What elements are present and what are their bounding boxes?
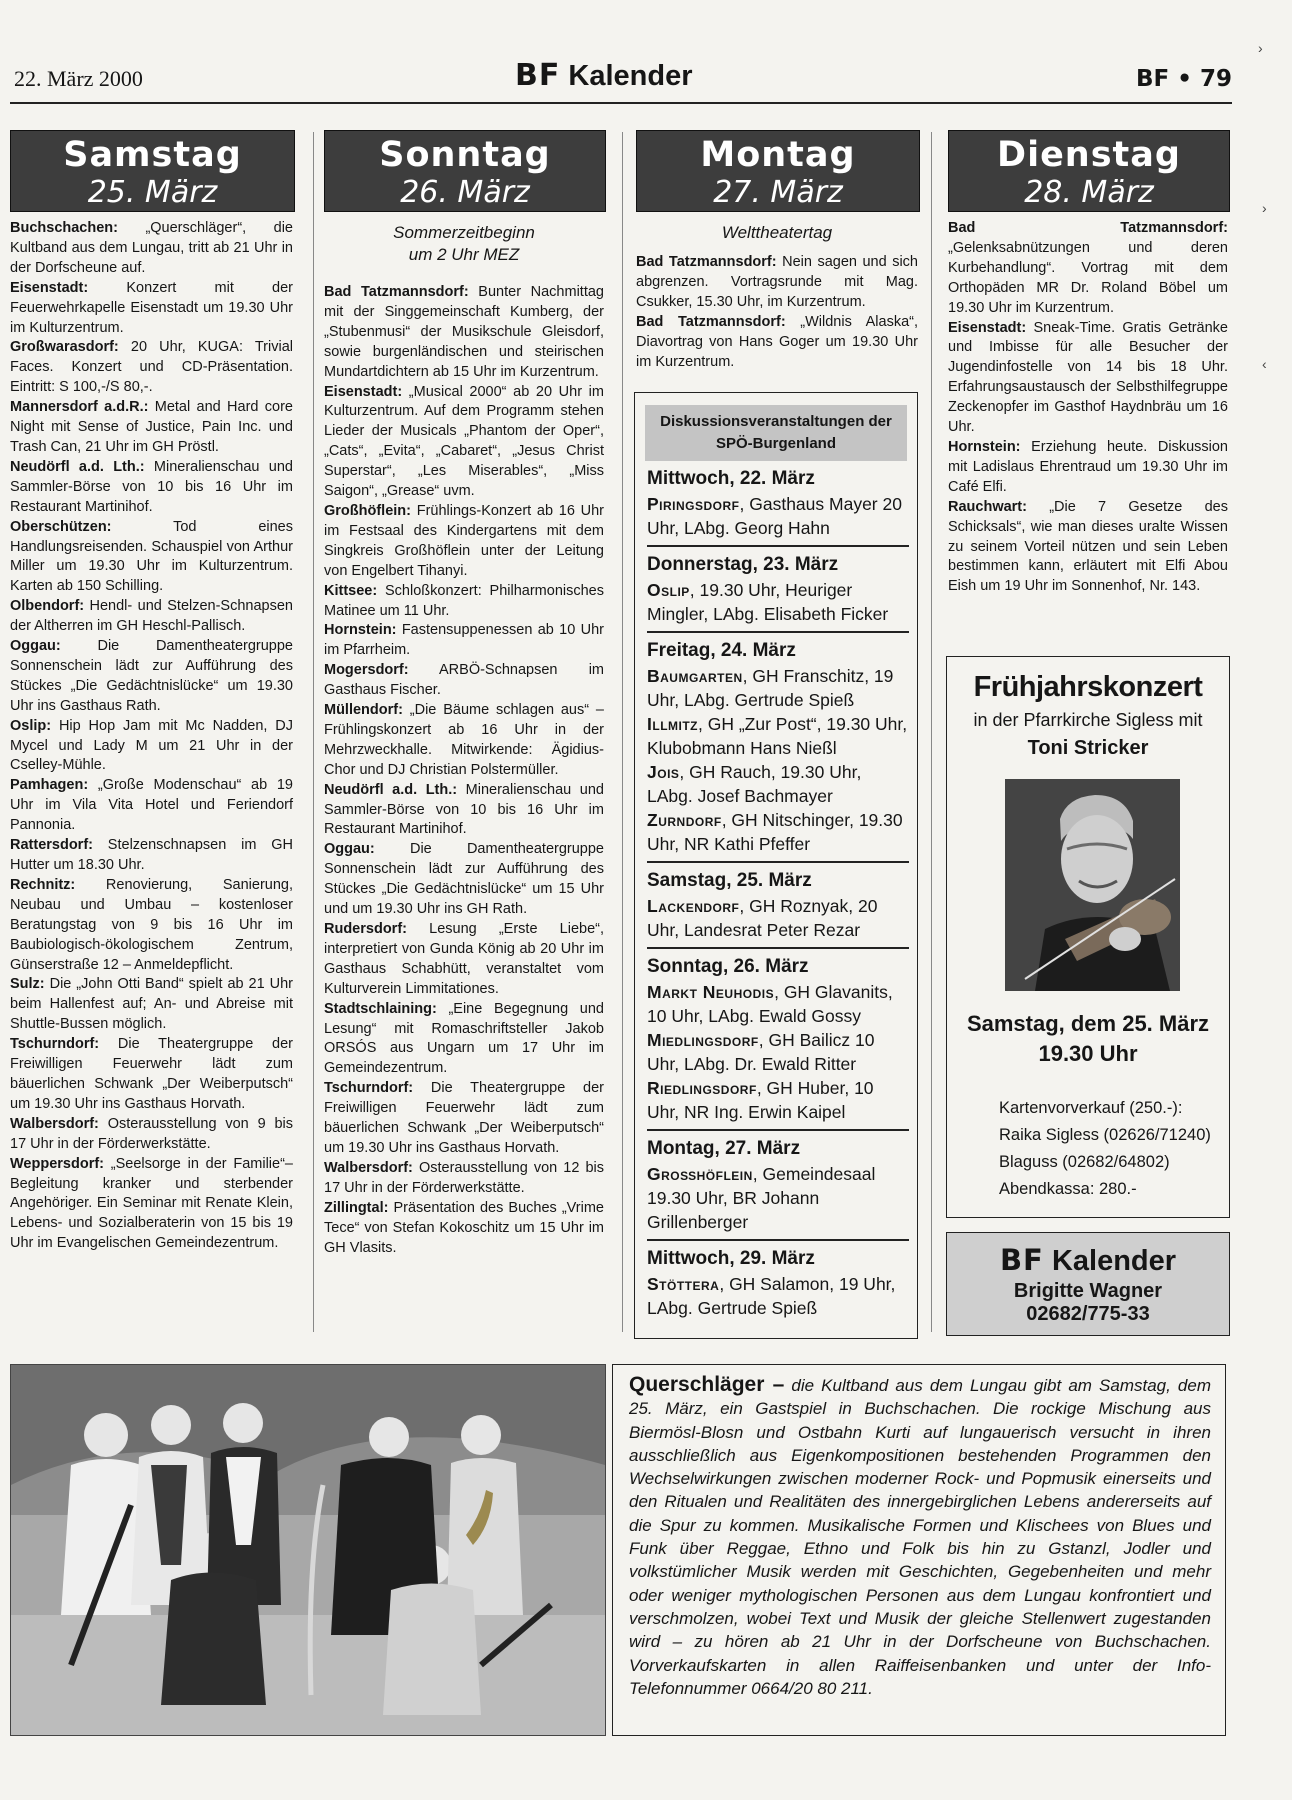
event-text: Schloßkonzert: Philharmonisches Matinee um 11 Uhr.: [324, 582, 604, 619]
day-date: 28. März: [1024, 175, 1154, 210]
event-entry: [324, 1000, 604, 1080]
day-date: 26. März: [400, 175, 530, 210]
discussion-entry: [647, 863, 909, 949]
discussion-place: Großhöflein: [647, 1164, 753, 1184]
discussion-detail: , GH Bailicz 10 Uhr, LAbg. Dr. Ewald Ritter: [647, 1030, 875, 1074]
contact-title: [947, 1243, 1229, 1278]
event-text: 20 Uhr, KUGA: Trivial Faces. Konzert und CD-Präsentation. Eintritt: S 100,-/S 80,-.: [10, 339, 293, 396]
discussion-line: [647, 1028, 909, 1076]
discussion-detail: , Gemeindesaal 19.30 Uhr, BR Johann Grillenberger: [647, 1164, 876, 1232]
column-divider: [313, 132, 314, 1332]
edge-mark: ›: [1262, 200, 1267, 216]
event-text: Frühlings-Konzert ab 16 Uhr im Festsaal des Kindergartens mit dem Singkreis Großhöflein unter der Leitung von Engelbert Tihanyi.: [324, 502, 604, 579]
band-caption: [613, 1365, 1225, 1700]
discussion-detail: , GH „Zur Post“, 19.30 Uhr, Klubobmann Hans Nießl: [647, 714, 908, 758]
event-text: Bunter Nachmittag mit der Singgemeinschaft Kumberg, der „Stubenmusi“ der Musikschule Gleisdorf, sowie burgenländischen und steirischen Mundartdichtern ab 15 Uhr im Kurzentrum.: [324, 284, 604, 380]
event-text: Lesung „Erste Liebe“, interpretiert von Gunda König ab 20 Uhr im Gasthaus Schabhütt, veranstaltet vom Kulturverein Limmitationes.: [324, 921, 604, 997]
event-place: Bad Tatzmannsdorf:: [948, 220, 1228, 236]
discussion-place: Baumgarten: [647, 666, 743, 686]
event-entry: [324, 781, 604, 841]
day-header-monday: [636, 130, 920, 212]
discussion-place: Illmitz: [647, 714, 699, 734]
event-text: „Die 7 Gesetze des Schicksals“, wie man dieses uralte Wissen zu seinem Vorteil nützen und sein Leben bestimmen kann, erläutert mit Elfi Abou Eish um 19 Uhr im Sonnenhof, Nr. 143.: [948, 498, 1228, 595]
day-name: Dienstag: [997, 135, 1181, 175]
event-entry: [324, 283, 604, 383]
event-text: Sneak-Time. Gratis Getränke und Imbisse für alle Besucher der Jugendinfostelle von 14 bis 18 Uhr. Erfahrungsaustausch der Selbsthilfegruppe Zeckenopfer im Gasthof Haydnbräu um 16 Uhr.: [948, 319, 1228, 436]
presale-label: Kartenvorverkauf (250.-):: [999, 1099, 1183, 1117]
discussion-date: Donnerstag, 23. März: [647, 554, 839, 575]
event-place: Oggau:: [324, 841, 375, 858]
event-entry: [324, 383, 604, 502]
event-entry: [324, 701, 604, 781]
day-header-sunday: [324, 130, 606, 212]
discussion-date: Freitag, 24. März: [647, 640, 796, 661]
event-entry: [10, 637, 293, 717]
discussion-line: [647, 1162, 909, 1234]
event-text: Metal and Hard core Night mit Sense of Justice, Pain Inc. und Trash Can, 21 Uhr im GH Pröstl.: [10, 399, 293, 455]
concert-title: Frühjahrskonzert: [973, 671, 1203, 703]
discussion-line: [647, 894, 909, 942]
discussion-detail: , Gasthaus Mayer 20 Uhr, LAbg. Georg Hahn: [647, 494, 902, 538]
discussion-place: Stöttera: [647, 1274, 720, 1294]
discussion-place: Lackendorf: [647, 896, 740, 916]
event-place: Oberschützen:: [10, 518, 112, 535]
discussion-entry: [647, 1241, 909, 1325]
discussion-detail: , GH Salamon, 19 Uhr, LAbg. Gertrude Spieß: [647, 1274, 896, 1318]
event-text: Die Damentheatergruppe Sonnenschein lädt zur Aufführung des Stückes „Die Gedächtnislücke“ um 19.30 Uhr ins Gasthaus Rath.: [10, 638, 293, 714]
event-entry: [636, 253, 918, 313]
contact-phone: 02682/775-33: [1026, 1303, 1150, 1325]
event-entry: [10, 338, 293, 398]
event-place: Rudersdorf:: [324, 921, 407, 937]
event-text: „Musical 2000“ ab 20 Uhr im Kulturzentrum. Auf dem Programm stehen Lieder der Musicals „Phantom der Oper“, „Cats“, „Evita“, „Cabaret“, „Jesus Christ Superstar“, „Les Miserables“, „Miss Saigon“, „Grease“ uvm.: [324, 383, 604, 500]
event-entry: [10, 398, 293, 458]
event-entry: [324, 840, 604, 920]
event-text: Hendl- und Stelzen-Schnapsen der Altherren im GH Heschl-Pallisch.: [10, 598, 293, 635]
contact-title-text: Kalender: [1051, 1245, 1177, 1277]
event-entry: [636, 313, 918, 373]
discussion-place: Miedlingsdorf: [647, 1030, 759, 1050]
day-header-saturday: [10, 130, 295, 212]
section-title: [515, 58, 693, 93]
day-header-tuesday: [948, 130, 1230, 212]
event-entry: [10, 1155, 293, 1255]
event-place: Weppersdorf:: [10, 1155, 104, 1172]
event-place: Neudörfl a.d. Lth.:: [10, 458, 145, 475]
discussion-place: Jois: [647, 762, 680, 782]
event-place: Rattersdorf:: [10, 837, 93, 854]
event-place: Oslip:: [10, 717, 52, 734]
discussion-place: Piringsdorf: [647, 494, 740, 514]
discussion-detail: , GH Nitschinger, 19.30 Uhr, NR Kathi Pfeffer: [647, 810, 903, 854]
event-text: Die Damentheatergruppe Sonnenschein lädt zur Aufführung des Stückes „Die Gedächtnislücke“ um 15 Uhr und um 19.30 Uhr ins GH Rath.: [324, 841, 604, 918]
discussion-list: [635, 461, 917, 1325]
event-place: Müllendorf:: [324, 702, 403, 719]
event-entry: [10, 597, 293, 637]
event-entry: [10, 279, 293, 339]
event-place: Tschurndorf:: [324, 1080, 414, 1097]
day-date: 25. März: [87, 175, 218, 210]
discussion-date: Montag, 27. März: [647, 1138, 801, 1159]
discussion-line: [647, 578, 909, 626]
tuesday-events: [948, 219, 1228, 597]
event-place: Eisenstadt:: [948, 319, 1027, 336]
discussion-title: Diskussionsveranstaltungen der SPÖ-Burgenland: [645, 405, 907, 461]
concert-artist: Toni Stricker: [1027, 737, 1149, 759]
event-entry: [324, 1159, 604, 1199]
edge-mark: ‹: [1262, 356, 1267, 372]
sunday-note-line: um 2 Uhr MEZ: [408, 245, 520, 264]
event-entry: [10, 1115, 293, 1155]
band-caption-box: [612, 1364, 1226, 1736]
artist-photo: [1005, 779, 1180, 991]
discussion-entry: [647, 461, 909, 547]
discussion-place: Markt Neuhodis: [647, 982, 775, 1002]
page-number: BF • 79: [1136, 66, 1232, 92]
caption-body: die Kultband aus dem Lungau gibt am Samstag, dem 25. März, ein Gastspiel in Buchschachen. Die rockige Mischung aus Biermösl-Blosn und Ostbahn Kurti auf lungauerisch versucht in ihren ausschließlich aus Eigenkompositionen bestehenden Programmen den Wechselwirkungen zwischen moderner Rock- und Popmusik einerseits und den Ritualen und Realitäten des innergebirglichen Lebens andererseits auf die Spur zu kommen. Musikalische Formen und Klischees von Blues und Funk über Reggae, Ethno und Folk bis hin zu Gstanzl, Jodler und volkstümlicher Musik werden mit Geschichten, Gegebenheiten und mehr oder weniger mythologischen Personen aus dem Lungau konfrontiert und verschmolzen, wobei Text und Musik der gleiche Stellenwert zugestanden wird – zu hören ab 21 Uhr in der Dorfscheune von Buchschachen. Vorverkaufskarten in allen Raiffeisenbanken und unter der Info-Telefonnummer 0664/20 80 211.: [629, 1376, 1212, 1698]
concert-ad: [946, 656, 1230, 1218]
event-entry: [10, 836, 293, 876]
discussion-line: [647, 1272, 909, 1320]
event-entry: [324, 582, 604, 622]
event-place: Olbendorf:: [10, 598, 85, 615]
monday-events: [636, 253, 918, 372]
bf-logo: BF: [515, 58, 561, 93]
saturday-events: [10, 219, 293, 1254]
discussion-place: Oslip: [647, 580, 690, 600]
event-text: Mineralienschau und Sammler-Börse von 10 bis 16 Uhr im Restaurant Martinihof.: [324, 781, 604, 838]
event-text: ARBÖ-Schnapsen im Gasthaus Fischer.: [324, 662, 604, 699]
discussion-box: [634, 392, 918, 1339]
event-place: Sulz:: [10, 976, 45, 993]
bf-calendar-contact: [946, 1232, 1230, 1336]
discussion-entry: [647, 949, 909, 1131]
event-entry: [948, 438, 1228, 498]
discussion-line: [647, 1076, 909, 1124]
event-entry: [10, 776, 293, 836]
event-text: Präsentation des Buches „Vrime Tece“ von Stefan Kokoschitz um 15 Uhr im GH Vlasits.: [324, 1199, 604, 1256]
discussion-detail: , GH Franschitz, 19 Uhr, LAbg. Gertrude Spieß: [647, 666, 894, 710]
discussion-line: [647, 808, 909, 856]
event-place: Bad Tatzmannsdorf:: [636, 254, 777, 270]
caption-heading: Querschläger –: [629, 1373, 785, 1396]
box-office: Abendkassa: 280.-: [999, 1180, 1137, 1198]
event-text: Die „John Otti Band“ spielt ab 21 Uhr beim Hallenfest auf; An- und Abreise mit Shuttle-Bussen möglich.: [10, 976, 293, 1033]
discussion-line: [647, 712, 909, 760]
event-place: Eisenstadt:: [10, 279, 89, 296]
event-text: „Eine Begegnung und Lesung“ mit Romaschriftsteller Jakob ORSÓS aus Ungarn um 17 Uhr im Gemeindezentrum.: [324, 1000, 604, 1077]
concert-time: [947, 1009, 1229, 1069]
discussion-detail: , 19.30 Uhr, Heuriger Mingler, LAbg. Elisabeth Ficker: [647, 580, 889, 624]
day-name: Sonntag: [379, 135, 551, 175]
discussion-line: [647, 760, 909, 808]
event-place: Großwarasdorf:: [10, 339, 119, 356]
bf-logo: BF: [999, 1243, 1044, 1277]
discussion-line: [647, 664, 909, 712]
event-text: Hip Hop Jam mit Mc Nadden, DJ Mycel und Lady M um 21 Uhr in der Cselley-Mühle.: [10, 717, 293, 774]
event-entry: [948, 498, 1228, 598]
discussion-line: [647, 980, 909, 1028]
concert-hour: 19.30 Uhr: [1038, 1041, 1138, 1066]
event-text: „Gelenksabnützungen und deren Kurbehandlung“. Vortrag mit dem Orthopäden MR Dr. Roland Böbel um 19.30 Uhr im Kurzentrum.: [948, 239, 1228, 316]
event-entry: [324, 661, 604, 701]
event-entry: [10, 876, 293, 976]
event-place: Zillingtal:: [324, 1199, 389, 1216]
column-divider: [622, 132, 623, 1332]
day-name: Montag: [700, 135, 856, 175]
event-text: Fastensuppenessen ab 10 Uhr im Pfarrheim.: [324, 622, 604, 659]
discussion-detail: , GH Huber, 10 Uhr, NR Ing. Erwin Kaipel: [647, 1078, 874, 1122]
discussion-date: Mittwoch, 22. März: [647, 468, 815, 489]
event-entry: [10, 975, 293, 1035]
discussion-place: Zurndorf: [647, 810, 722, 830]
day-name: Samstag: [63, 135, 242, 175]
event-place: Walbersdorf:: [10, 1115, 99, 1132]
event-place: Bad Tatzmannsdorf:: [324, 284, 469, 300]
event-entry: [10, 458, 293, 518]
event-text: Renovierung, Sanierung, Neubau und Umbau – kostenloser Beratungstag von 9 bis 16 Uhr im Baubiologisch-ökologischem Zentrum, Günserstraße 12 – Anmeldepflicht.: [10, 876, 293, 973]
event-text: „Querschläger“, die Kultband aus dem Lungau, tritt ab 21 Uhr in der Dorfscheune auf.: [10, 220, 293, 276]
event-entry: [948, 319, 1228, 438]
event-text: „Wildnis Alaska“, Diavortrag von Hans Goger um 19.30 Uhr im Kurzentrum.: [636, 313, 918, 370]
event-entry: [324, 1199, 604, 1259]
event-place: Großhöflein:: [324, 502, 411, 519]
discussion-date: Mittwoch, 29. März: [647, 1248, 815, 1269]
event-place: Tschurndorf:: [10, 1036, 100, 1053]
event-entry: [10, 717, 293, 777]
event-entry: [10, 219, 293, 279]
event-text: Nein sagen und sich abgrenzen. Vortragsrunde mit Mag. Csukker, 15.30 Uhr, im Kurzentrum.: [636, 254, 918, 310]
event-place: Stadtschlaining:: [324, 1000, 437, 1017]
section-title-text: Kalender: [568, 60, 693, 92]
event-entry: [324, 1079, 604, 1159]
monday-note: Welttheatertag: [721, 223, 833, 242]
discussion-entry: [647, 547, 909, 633]
event-text: Mineralienschau und Sammler-Börse von 10 bis 16 Uhr im Restaurant Martinihof.: [10, 458, 293, 515]
event-place: Oggau:: [10, 638, 61, 655]
violinist-portrait-image: [1005, 779, 1180, 991]
event-text: Tod eines Handlungsreisenden. Schauspiel von Arthur Miller um 19.30 Uhr im Kulturzentrum. Karten ab 150 Schilling.: [10, 518, 293, 595]
event-entry: [10, 518, 293, 598]
event-entry: [948, 219, 1228, 319]
band-photo: [10, 1364, 606, 1736]
discussion-detail: , GH Glavanits, 10 Uhr, LAbg. Ewald Gossy: [647, 982, 893, 1026]
presale-raika: Raika Sigless (02626/71240): [999, 1126, 1211, 1144]
event-place: Neudörfl a.d. Lth.:: [324, 781, 458, 798]
event-text: Erziehung heute. Diskussion mit Ladislaus Ehrentraud um 19.30 Uhr im Café Elfi.: [948, 438, 1228, 495]
event-place: Bad Tatzmannsdorf:: [636, 313, 786, 330]
event-place: Buchschachen:: [10, 220, 118, 236]
event-text: Die Theatergruppe der Freiwilligen Feuerwehr lädt zum bäuerlichen Schwank „Der Weiberputsch“ um 19.30 Uhr ins Gasthaus Horvath.: [324, 1080, 604, 1156]
discussion-detail: , GH Rauch, 19.30 Uhr, LAbg. Josef Bachmayer: [647, 762, 862, 806]
event-place: Hornstein:: [948, 438, 1021, 455]
sunday-note-line: Sommerzeitbeginn: [393, 223, 535, 242]
event-place: Rechnitz:: [10, 876, 76, 893]
header-rule: [10, 102, 1232, 104]
discussion-place: Riedlingsdorf: [647, 1078, 757, 1098]
sunday-events: [324, 283, 604, 1258]
event-entry: [324, 502, 604, 582]
discussion-date: Samstag, 25. März: [647, 870, 812, 891]
sunday-note: [324, 222, 604, 266]
event-text: Stelzenschnapsen im GH Hutter um 18.30 Uhr.: [10, 837, 293, 873]
event-text: „Die Bäume schlagen aus“ – Frühlingskonzert ab 16 Uhr in der Mehrzweckhalle. Mitwirkende: Ägidius-Chor und DJ Christian Polstermüller.: [324, 702, 604, 778]
concert-date: Samstag, dem 25. März: [966, 1011, 1210, 1036]
event-entry: [324, 920, 604, 1000]
band-group-image: [11, 1365, 605, 1735]
ticket-info: [947, 1095, 1229, 1203]
event-place: Eisenstadt:: [324, 383, 403, 400]
contact-name: Brigitte Wagner: [1013, 1280, 1163, 1302]
event-place: Mogersdorf:: [324, 662, 409, 679]
event-place: Rauchwart:: [948, 498, 1027, 515]
event-text: Osterausstellung von 12 bis 17 Uhr in der Förderwerkstätte.: [324, 1159, 604, 1196]
event-place: Pamhagen:: [10, 777, 89, 794]
event-place: Kittsee:: [324, 582, 378, 599]
event-place: Walbersdorf:: [324, 1159, 413, 1176]
event-text: „Seelsorge in der Familie“– Begleitung kranker und sterbender Angehöriger. Ein Seminar mit Renate Klein, Lebens- und Sozialberaterin von 15 bis 19 Uhr im Evangelischen Gemeindezentrum.: [10, 1155, 293, 1252]
discussion-line: [647, 492, 909, 540]
concert-venue: in der Pfarrkirche Sigless mit: [973, 710, 1203, 730]
event-text: Osterausstellung von 9 bis 17 Uhr in der Förderwerkstätte.: [10, 1115, 293, 1152]
presale-blaguss: Blaguss (02682/64802): [999, 1153, 1170, 1171]
discussion-entry: [647, 633, 909, 863]
event-text: Konzert mit der Feuerwehrkapelle Eisenstadt um 19.30 Uhr im Kulturzentrum.: [10, 279, 293, 336]
discussion-entry: [647, 1131, 909, 1241]
event-place: Mannersdorf a.d.R.:: [10, 399, 149, 416]
day-date: 27. März: [713, 175, 843, 210]
discussion-detail: , GH Roznyak, 20 Uhr, Landesrat Peter Rezar: [647, 896, 878, 940]
event-entry: [324, 621, 604, 661]
column-divider: [931, 132, 932, 1332]
issue-date: 22. März 2000: [14, 66, 143, 91]
event-text: Die Theatergruppe der Freiwilligen Feuerwehr lädt zum bäuerlichen Schwank „Der Weiberputsch“ um 19.30 Uhr ins Gasthaus Horvath.: [10, 1036, 293, 1112]
discussion-date: Sonntag, 26. März: [647, 956, 809, 977]
event-text: „Große Modenschau“ ab 19 Uhr im Vila Vita Hotel und Feriendorf Pannonia.: [10, 777, 293, 834]
edge-mark: ›: [1258, 40, 1263, 56]
event-entry: [10, 1035, 293, 1115]
event-place: Hornstein:: [324, 622, 397, 639]
